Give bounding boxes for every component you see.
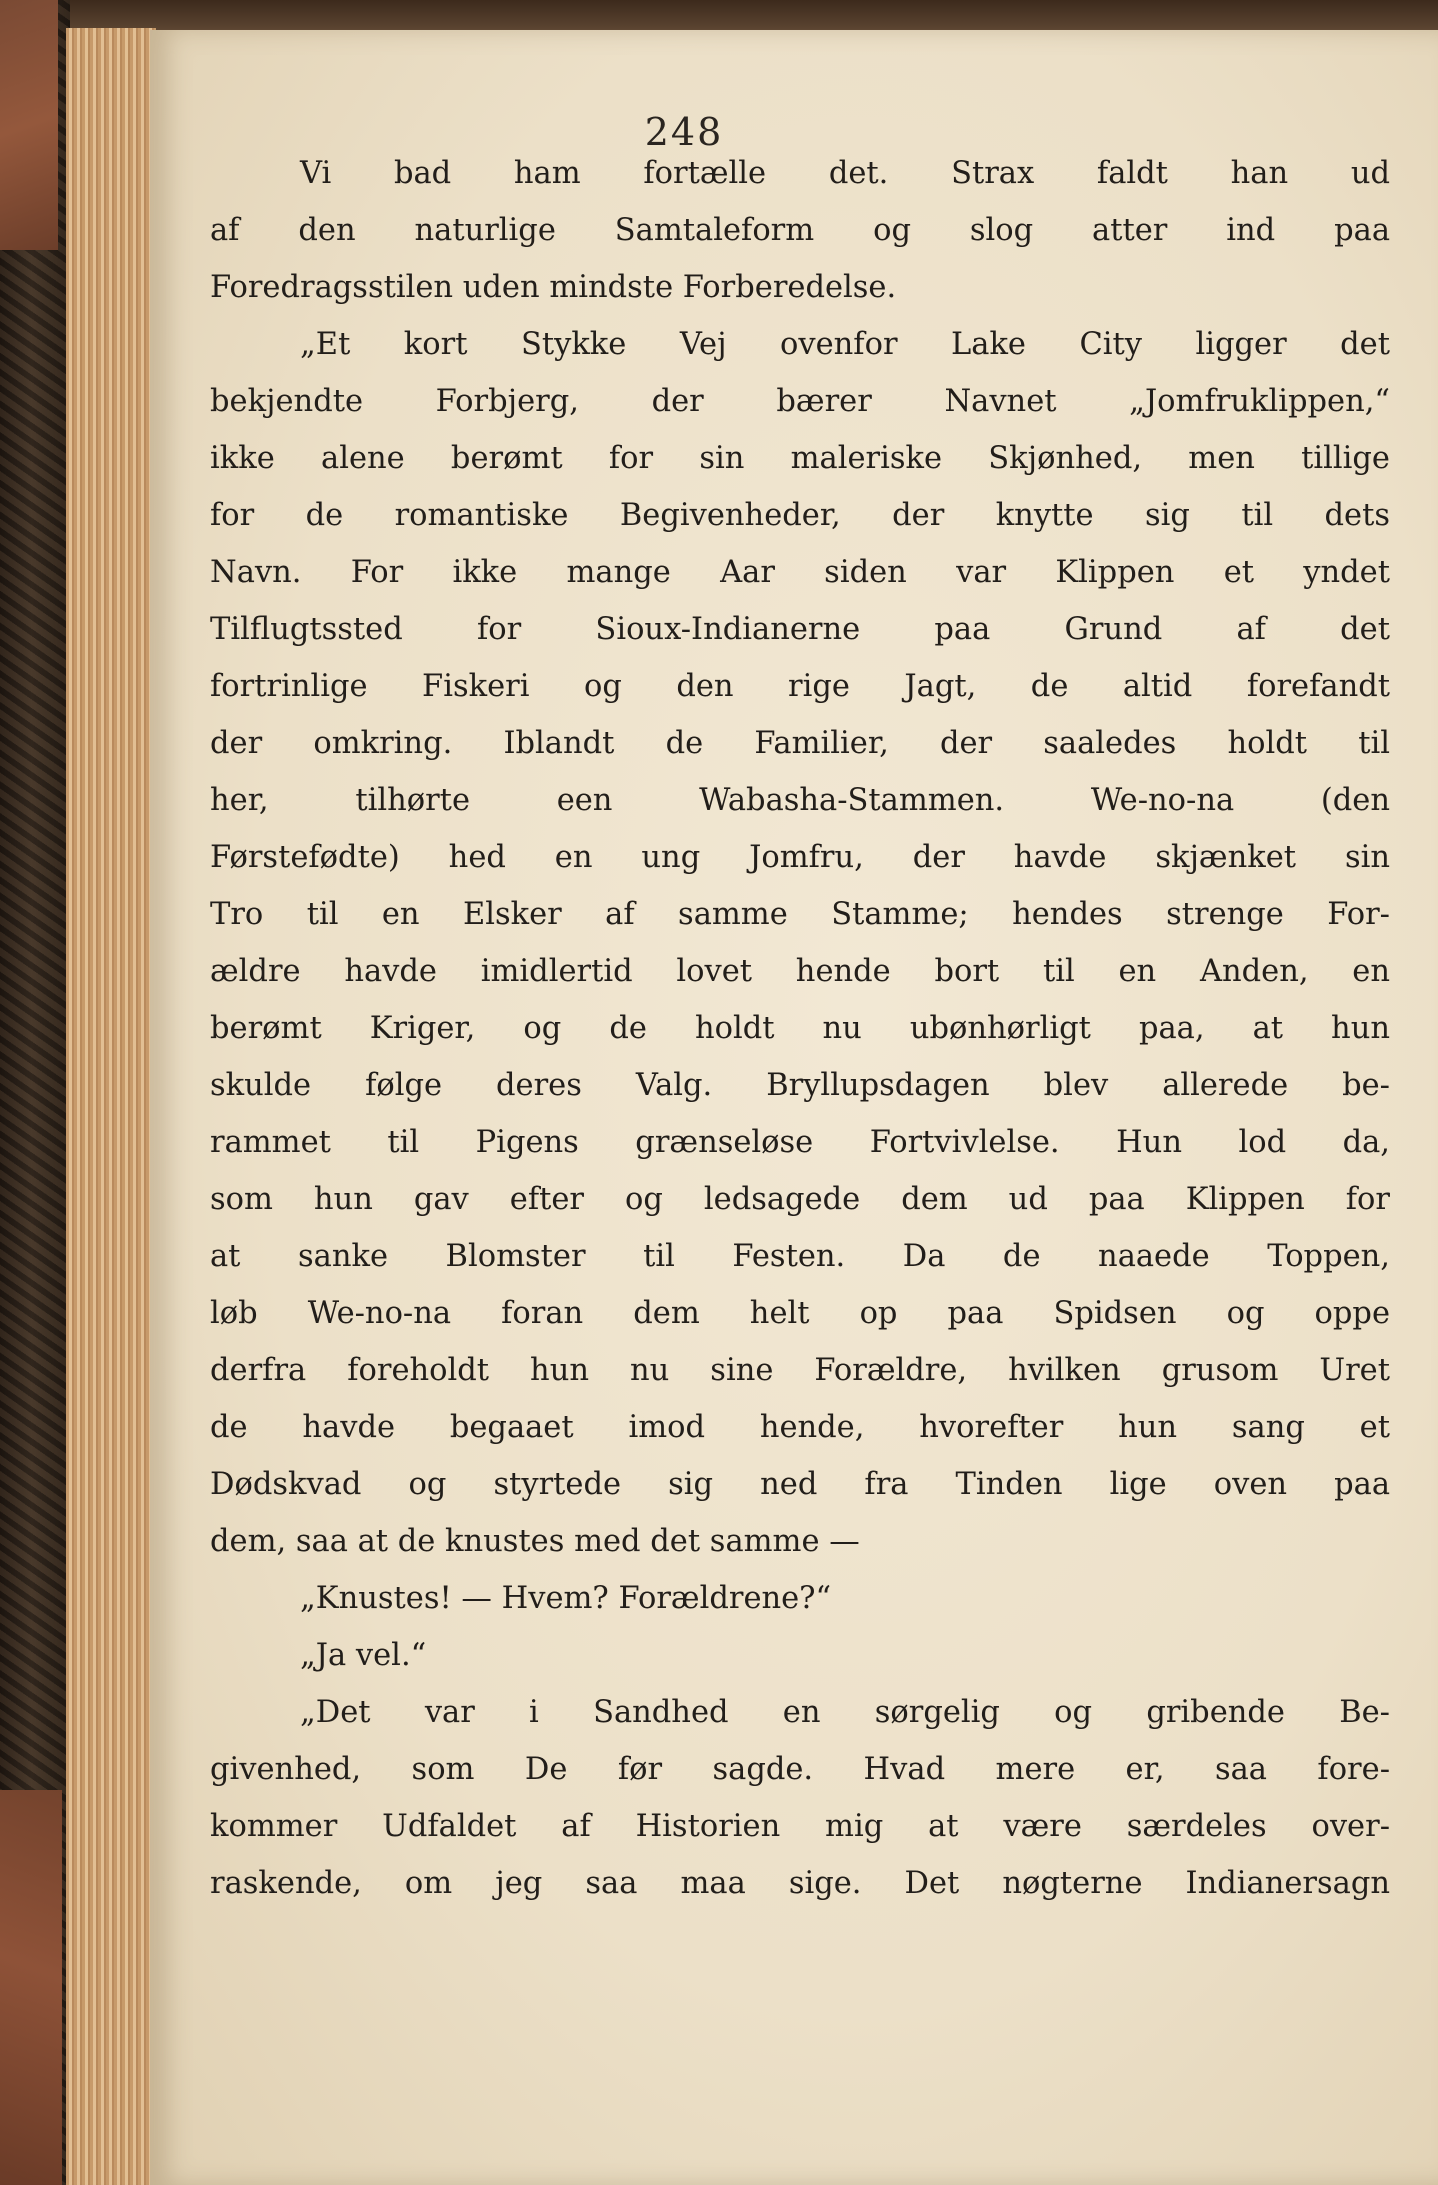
text-line: skulde følge deres Valg. Bryllupsdagen blev allerede be- xyxy=(210,1068,1390,1103)
text-line: ikke alene berømt for sin maleriske Skjønhed, men tillige xyxy=(210,441,1390,476)
text-line: Tilflugtssted for Sioux-Indianerne paa Grund af det xyxy=(210,612,1390,647)
text-line: Tro til en Elsker af samme Stamme; hendes strenge For- xyxy=(210,897,1390,932)
text-line: derfra foreholdt hun nu sine Forældre, hvilken grusom Uret xyxy=(210,1353,1390,1388)
text-line: „Ja vel.“ xyxy=(300,1638,427,1673)
text-line: løb We-no-na foran dem helt op paa Spidsen og oppe xyxy=(210,1296,1390,1331)
page-edges xyxy=(66,28,156,2185)
text-line: „Knustes! — Hvem? Forældrene?“ xyxy=(300,1581,832,1616)
text-line: Foredragsstilen uden mindste Forberedelse. xyxy=(210,270,897,305)
text-line: bekjendte Forbjerg, der bærer Navnet „Jomfruklippen,“ xyxy=(210,384,1390,419)
leather-corner-bottom xyxy=(0,1790,62,2185)
text-line: der omkring. Iblandt de Familier, der saaledes holdt til xyxy=(210,726,1390,761)
text-line: for de romantiske Begivenheder, der knytte sig til dets xyxy=(210,498,1390,533)
text-line: „Det var i Sandhed en sørgelig og gribende Be- xyxy=(300,1695,1390,1730)
text-line: Førstefødte) hed en ung Jomfru, der havde skjænket sin xyxy=(210,840,1390,875)
text-line: her, tilhørte een Wabasha-Stammen. We-no-na (den xyxy=(210,783,1390,818)
text-line: de havde begaaet imod hende, hvorefter hun sang et xyxy=(210,1410,1390,1445)
text-line: som hun gav efter og ledsagede dem ud paa Klippen for xyxy=(210,1182,1390,1217)
text-line: Navn. For ikke mange Aar siden var Klippen et yndet xyxy=(210,555,1390,590)
text-line: fortrinlige Fiskeri og den rige Jagt, de altid forefandt xyxy=(210,669,1390,704)
text-line: kommer Udfaldet af Historien mig at være særdeles over- xyxy=(210,1809,1390,1844)
text-line: Vi bad ham fortælle det. Strax faldt han ud xyxy=(300,156,1390,191)
leather-corner-top xyxy=(0,0,58,250)
page-number: 248 xyxy=(644,110,724,154)
text-line: af den naturlige Samtaleform og slog atter ind paa xyxy=(210,213,1390,248)
text-line: at sanke Blomster til Festen. Da de naaede Toppen, xyxy=(210,1239,1390,1274)
text-line: rammet til Pigens grænseløse Fortvivlelse. Hun lod da, xyxy=(210,1125,1390,1160)
body-text xyxy=(210,145,1390,1912)
text-line: raskende, om jeg saa maa sige. Det nøgterne Indianersagn xyxy=(210,1866,1390,1901)
text-line: givenhed, som De før sagde. Hvad mere er, saa fore- xyxy=(210,1752,1390,1787)
text-line: ældre havde imidlertid lovet hende bort til en Anden, en xyxy=(210,954,1390,989)
text-line: Dødskvad og styrtede sig ned fra Tinden lige oven paa xyxy=(210,1467,1390,1502)
text-line: berømt Kriger, og de holdt nu ubønhørligt paa, at hun xyxy=(210,1011,1390,1046)
text-line: „Et kort Stykke Vej ovenfor Lake City ligger det xyxy=(300,327,1390,362)
text-line: dem, saa at de knustes med det samme — xyxy=(210,1524,860,1559)
